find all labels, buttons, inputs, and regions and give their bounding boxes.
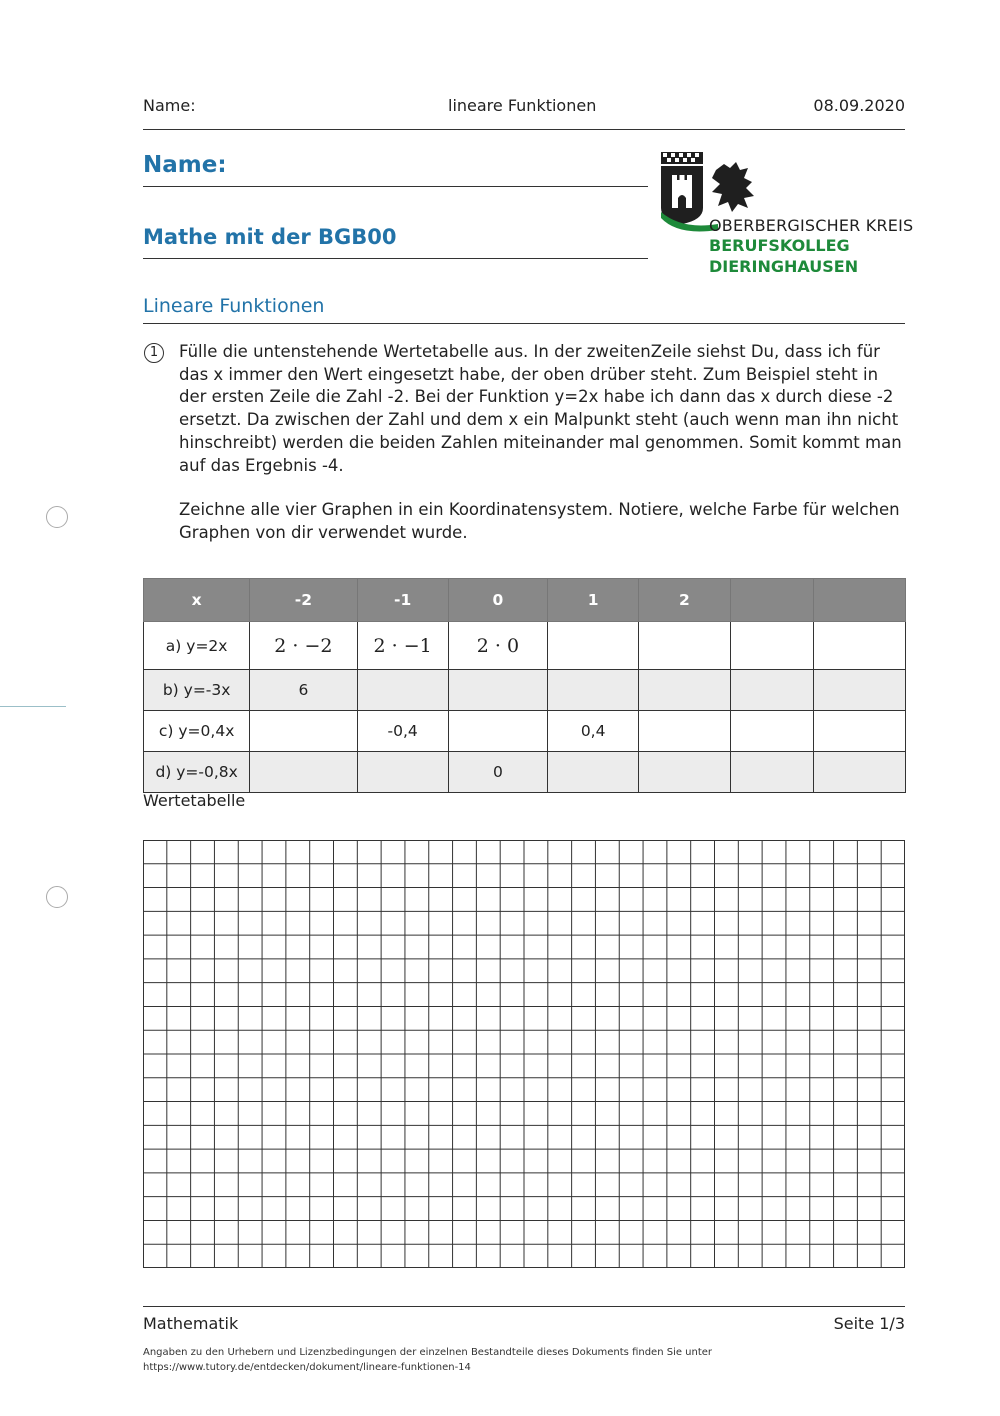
castle-crenellation-icon bbox=[661, 152, 703, 164]
table-cell[interactable] bbox=[813, 622, 905, 670]
class-title-underline bbox=[143, 258, 648, 259]
graph-paper-grid[interactable] bbox=[143, 840, 905, 1268]
punch-hole-mark bbox=[46, 886, 68, 908]
table-cell[interactable] bbox=[357, 670, 448, 711]
table-cell[interactable] bbox=[639, 752, 730, 793]
task-instructions-paragraph-2: Zeichne alle vier Graphen in ein Koordinatensystem. Notiere, welche Farbe für welchen Graphen von dir verwendet wurde. bbox=[179, 500, 900, 542]
table-cell[interactable] bbox=[730, 752, 813, 793]
punch-hole-mark bbox=[46, 506, 68, 528]
table-cell[interactable] bbox=[639, 622, 730, 670]
footer-page-number: Seite 1/3 bbox=[833, 1314, 905, 1333]
section-title: Lineare Funktionen bbox=[143, 295, 325, 317]
fold-mark bbox=[0, 706, 66, 707]
table-cell[interactable] bbox=[250, 711, 357, 752]
task-number-badge: 1 bbox=[144, 343, 164, 363]
table-caption: Wertetabelle bbox=[143, 791, 246, 810]
table-cell: -0,4 bbox=[357, 711, 448, 752]
table-header-cell bbox=[813, 579, 905, 622]
header-name-label: Name: bbox=[143, 96, 196, 115]
table-row bbox=[144, 752, 906, 793]
task-instructions-paragraph-1: Fülle die untenstehende Wertetabelle aus. In der zweitenZeile siehst Du, dass ich für das x immer den Wert eingesetzt habe, der oben drüber steht. Zum Beispiel steht in der ersten Zeile die Zahl -2. Bei der Funktion y=2x habe ich dann das x durch diese -2 ersetzt. Da zwischen der Zahl und dem x ein Malpunkt steht (auch wenn man ihn nicht hinschreibt) werden die beiden Zahlen miteinander mal genommen. Somit kommt man auf das Ergebnis -4. bbox=[179, 342, 902, 475]
header-document-title: lineare Funktionen bbox=[448, 96, 597, 115]
table-header-row bbox=[144, 579, 906, 622]
header-divider bbox=[143, 129, 905, 130]
table-header-cell: -1 bbox=[357, 579, 448, 622]
table-cell[interactable] bbox=[548, 670, 639, 711]
logo-line-school-type: BERUFSKOLLEG bbox=[709, 236, 850, 255]
table-cell[interactable] bbox=[730, 622, 813, 670]
table-cell[interactable] bbox=[813, 711, 905, 752]
table-cell[interactable] bbox=[357, 752, 448, 793]
table-header-cell: x bbox=[144, 579, 250, 622]
table-cell: 2 · −1 bbox=[357, 622, 448, 670]
table-cell: 0 bbox=[448, 752, 547, 793]
table-cell[interactable] bbox=[448, 670, 547, 711]
table-header-cell: 1 bbox=[548, 579, 639, 622]
license-notice bbox=[143, 1345, 903, 1375]
lion-icon bbox=[712, 162, 754, 212]
table-header-cell: 0 bbox=[448, 579, 547, 622]
table-header-cell: 2 bbox=[639, 579, 730, 622]
class-title: Mathe mit der BGB00 bbox=[143, 225, 397, 249]
name-field-label: Name: bbox=[143, 152, 227, 178]
table-header-cell bbox=[730, 579, 813, 622]
section-divider bbox=[143, 323, 905, 324]
table-cell: 0,4 bbox=[548, 711, 639, 752]
table-header-cell: -2 bbox=[250, 579, 357, 622]
table-cell[interactable] bbox=[730, 711, 813, 752]
table-cell: 2 · −2 bbox=[250, 622, 357, 670]
table-cell[interactable] bbox=[813, 670, 905, 711]
function-label-cell: d) y=-0,8x bbox=[144, 752, 250, 793]
table-cell: 2 · 0 bbox=[448, 622, 547, 670]
footer-divider bbox=[143, 1306, 905, 1307]
function-label-cell: c) y=0,4x bbox=[144, 711, 250, 752]
table-cell[interactable] bbox=[639, 711, 730, 752]
header-date: 08.09.2020 bbox=[813, 96, 905, 115]
function-label-cell: b) y=-3x bbox=[144, 670, 250, 711]
table-row bbox=[144, 711, 906, 752]
logo-line-location: DIERINGHAUSEN bbox=[709, 257, 859, 276]
function-label-cell: a) y=2x bbox=[144, 622, 250, 670]
footer-subject: Mathematik bbox=[143, 1314, 239, 1333]
name-write-line bbox=[143, 186, 648, 187]
table-row bbox=[144, 622, 906, 670]
license-notice-url[interactable]: https://www.tutory.de/entdecken/dokument/lineare-funktionen-14 bbox=[143, 1362, 471, 1373]
table-row bbox=[144, 670, 906, 711]
table-cell[interactable] bbox=[730, 670, 813, 711]
table-cell[interactable] bbox=[448, 711, 547, 752]
table-cell[interactable] bbox=[813, 752, 905, 793]
table-cell[interactable] bbox=[548, 752, 639, 793]
table-cell[interactable] bbox=[250, 752, 357, 793]
value-table bbox=[143, 578, 906, 793]
table-cell[interactable] bbox=[548, 622, 639, 670]
table-cell[interactable] bbox=[639, 670, 730, 711]
table-cell: 6 bbox=[250, 670, 357, 711]
logo-line-district: OBERBERGISCHER KREIS bbox=[709, 216, 914, 235]
license-notice-text: Angaben zu den Urhebern und Lizenzbedingungen der einzelnen Bestandteile dieses Dokuments finden Sie unter bbox=[143, 1347, 713, 1358]
